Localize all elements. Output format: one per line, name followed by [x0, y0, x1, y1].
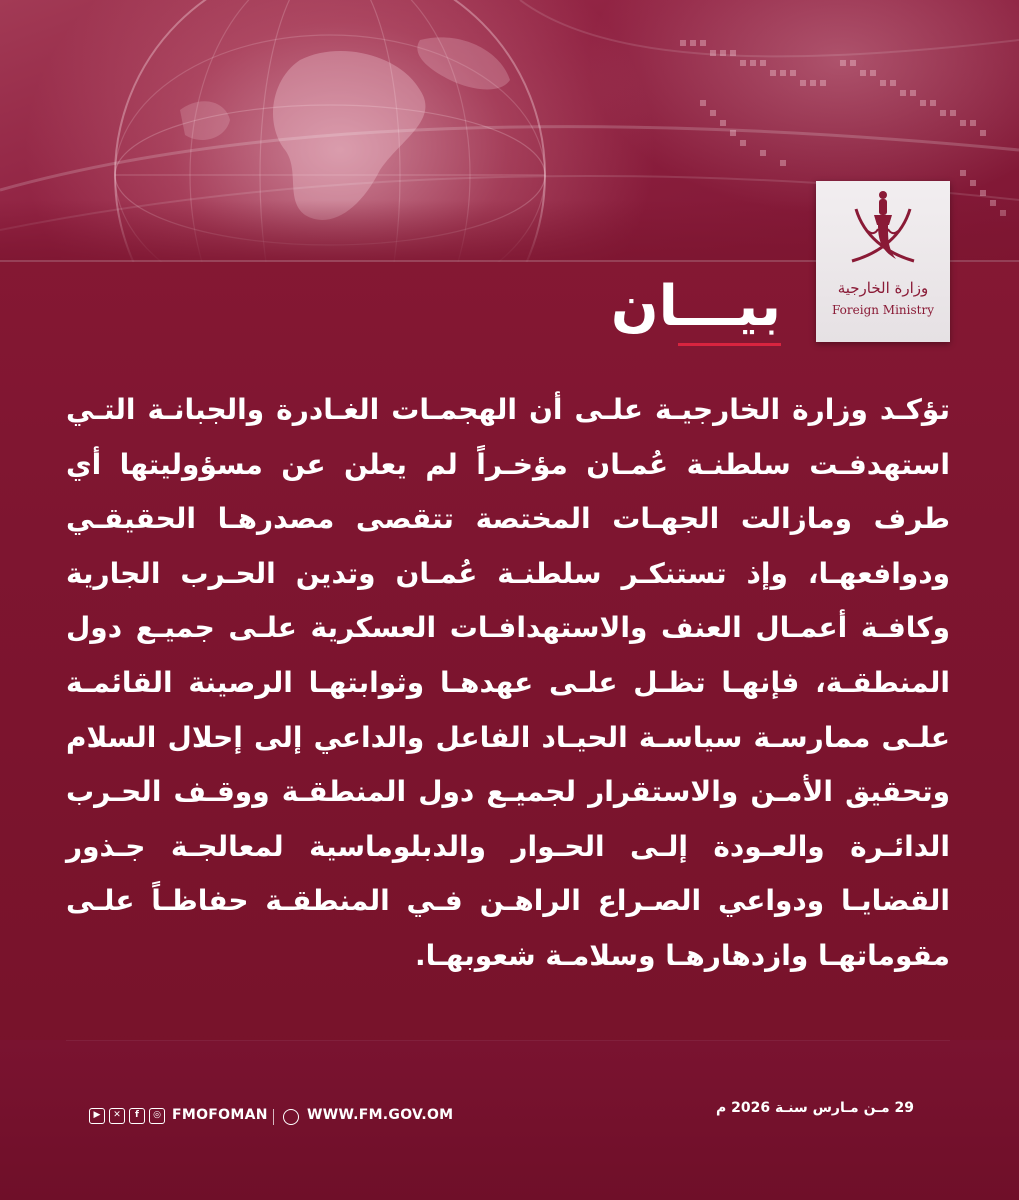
logo-arabic-text: وزارة الخارجية [837, 279, 929, 297]
statement-title: بيـــان [610, 274, 781, 339]
title-underline [678, 343, 781, 346]
globe-icon [283, 1109, 299, 1125]
oman-emblem-icon [816, 181, 950, 281]
x-icon[interactable]: ✕ [109, 1108, 125, 1124]
logo-english-text: Foreign Ministry [832, 303, 934, 317]
facebook-icon[interactable]: f [129, 1108, 145, 1124]
footer-separator [273, 1109, 274, 1125]
statement-date: 29 مـن مـارس سنـة 2026 م [716, 1100, 914, 1116]
instagram-icon[interactable]: ◎ [149, 1108, 165, 1124]
ministry-logo [816, 181, 950, 342]
social-icons [89, 1108, 165, 1126]
website-link[interactable]: WWW.FM.GOV.OM [307, 1107, 454, 1123]
statement-body: تؤكـد وزارة الخارجيـة علـى أن الهجمـات الغـادرة والجبانـة التـي استهدفـت سلطنـة عُمـان مؤخـراً لم يعلن عن مسؤوليتها أي طرف ومازالت الجهـات المختصة تتقصى مصدرهـا الحقيقـي ودوافعهـا، وإذ تستنكـر سلطنـة عُمـان وتدين الحـرب الجارية وكافـة أعمـال العنف والاستهدافـات العسكرية علـى جميـع دول المنطقـة، فإنهـا تظـل علـى عهدهـا وثوابتهـا الرصينة القائمـة علـى ممارسـة سياسـة الحيـاد الفاعل والداعي إلى إحلال السلام وتحقيق الأمـن والاستقرار لجميـع دول المنطقـة ووقـف الحـرب الدائـرة والعـودة إلـى الحـوار والدبلوماسية لمعالجـة جـذور القضايـا ودواعي الصـراع الراهـن فـي المنطقـة حفاظـاً علـى مقوماتهـا وازدهارهـا وسلامـة شعوبهـا. [66, 393, 950, 972]
social-handle[interactable]: FMOFOMAN [172, 1107, 268, 1123]
youtube-icon[interactable]: ▶ [89, 1108, 105, 1124]
footer-divider [66, 1040, 950, 1041]
